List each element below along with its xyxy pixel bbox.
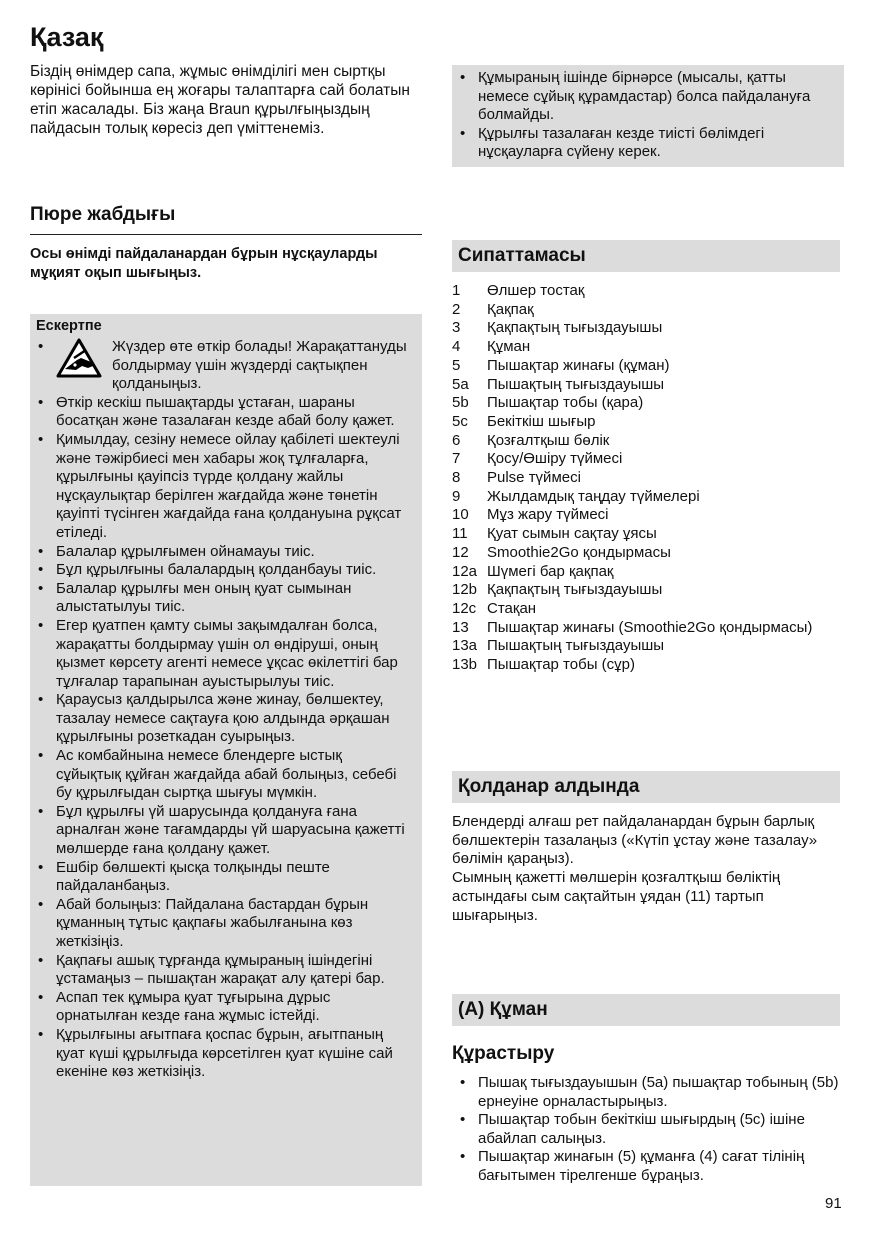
part-label: Smoothie2Go қондырмасы <box>487 543 671 561</box>
part-row <box>452 544 844 563</box>
part-number: 2 <box>452 300 461 318</box>
right-note-item: • Құмыраның ішінде бірнәрсе (мысалы, қатты немесе сұйық құрамдастар) болса пайдалануға болмайды. <box>452 69 837 125</box>
before-use-heading-bar <box>452 771 840 803</box>
part-label: Пышақтар жинағы (Smoothie2Go қондырмасы) <box>487 618 813 636</box>
part-number: 5a <box>452 375 469 393</box>
warning-item: • Ас комбайнына немесе блендерге ыстық сұйықтық құйған жағдайда абай болыңыз, себебі бу құрылғыдан сыртқа шығуы мүмкін. <box>30 747 410 803</box>
parts-list <box>452 282 844 675</box>
assembly-steps <box>452 1074 844 1186</box>
read-instructions-notice: Осы өнімді пайдаланардан бұрын нұсқауларды мұқият оқып шығыңыз. <box>30 246 378 281</box>
warning-item: • Абай болыңыз: Пайдалана бастардан бұрын құманның тұтыс қақпағы жабылғанына көз жеткізіңіз. <box>30 896 410 952</box>
intro-paragraph: Біздің өнімдер сапа, жұмыс өнімділігі мен сыртқы көрінісі бойынша ең жоғары талаптарға сай болатын етіп жасалады. Біз жаңа Braun құрылғыңыздың пайдасын толық көресіз деп үміттенеміз. <box>30 63 410 137</box>
warning-item-blades <box>30 338 410 394</box>
part-label: Pulse түймесі <box>487 469 581 487</box>
part-label: Пышақтар тобы (сұр) <box>487 656 635 674</box>
part-number: 11 <box>452 525 468 543</box>
part-number: 12c <box>452 599 477 617</box>
warning-item: • Қимылдау, сезіну немесе ойлау қабілеті шектеулі және тәжірбиесі мен хабары жоқ тұлғаларға, құрылғыны қауіпсіз түрде қолдану жайлы нұсқаулықтар берілген жағдайда және төнетін қауіпті түсінген жағдайда ғана қолдануына рұқсат етіледі. <box>30 431 410 543</box>
before-use-text <box>452 813 844 925</box>
part-label: Өлшер тостақ <box>487 282 585 299</box>
part-row <box>452 450 844 469</box>
assembly-step: • Пышақ тығыздауышын (5a) пышақтар тобының (5b) ернеуіне орналастырыңыз. <box>452 1074 844 1111</box>
note-heading: Ескертпе <box>36 318 102 334</box>
warning-item: • Балалар құрылғы мен оның қуат сымынан алыстатылуы тиіс. <box>30 580 410 617</box>
warning-item: • Аспап тек құмыра қуат тұғырына дұрыс орнатылған кезде ғана жұмыс істейді. <box>30 989 410 1026</box>
part-row <box>452 637 844 656</box>
warning-item: • Бұл құрылғыны балалардың қолданбауы тиіс. <box>30 561 410 580</box>
part-label: Қуат сымын сақтау ұясы <box>487 525 657 543</box>
product-title: Пюре жабдығы <box>30 204 422 235</box>
part-row <box>452 338 844 357</box>
part-number: 5c <box>452 412 468 430</box>
part-row <box>452 469 844 488</box>
warning-item: • Өткір кескіш пышақтарды ұстаған, шараны босатқан және тазалаған кезде абай болу қажет. <box>30 394 410 431</box>
warning-notes-box <box>30 314 422 1186</box>
part-label: Қозғалтқыш бөлік <box>487 431 610 449</box>
right-notes-list <box>452 69 837 162</box>
part-number: 3 <box>452 319 461 337</box>
warning-item: • Балалар құрылғымен ойнамауы тиіс. <box>30 543 410 562</box>
part-row <box>452 506 844 525</box>
right-notes-box <box>452 65 844 167</box>
part-number: 8 <box>452 469 461 487</box>
part-row <box>452 301 844 320</box>
part-row <box>452 357 844 376</box>
description-heading-bar <box>452 240 840 272</box>
part-row <box>452 563 844 582</box>
part-row <box>452 600 844 619</box>
part-label: Пышақтар тобы (қара) <box>487 394 644 412</box>
page-title: Қазақ <box>30 22 104 52</box>
part-number: 12b <box>452 581 478 599</box>
assembly-subheading: Құрастыру <box>452 1043 555 1064</box>
part-number: 5 <box>452 356 461 374</box>
warning-item: • Егер қуатпен қамту сымы зақымдалған болса, жарақатты болдырмау үшін ол өндіруші, оның қызмет көрсету агенті немесе ұқсас өкілеттігі бар тұлғалар тарапынан ауыстырылуы тиіс. <box>30 617 410 691</box>
warning-list <box>30 338 410 1082</box>
part-row <box>452 581 844 600</box>
part-row <box>452 376 844 395</box>
part-label: Бекіткіш шығыр <box>487 412 596 430</box>
part-row <box>452 656 844 675</box>
warning-text: • Жүздер өте өткір болады! Жарақаттануды болдырмау үшін жүздерді сақтықпен қолданыңыз. <box>112 338 407 393</box>
warning-item: • Бұл құрылғы үй шарусында қолдануға ғана арналған және тағамдарды үй шаруасына қажетті мөлшерде ғана қолдану қажет. <box>30 803 410 859</box>
part-number: 13 <box>452 618 469 636</box>
before-use-paragraph-1: Блендерді алғаш рет пайдаланардан бұрын барлық бөлшектерін тазалаңыз («Күтіп ұстау және тазалау» бөлімін қараңыз). <box>452 813 818 868</box>
part-row <box>452 432 844 451</box>
part-row <box>452 282 844 301</box>
part-label: Құман <box>487 338 531 356</box>
description-heading: Сипаттамасы <box>458 245 586 266</box>
part-number: 12a <box>452 562 478 580</box>
part-label: Қақпақ <box>487 300 534 318</box>
warning-item: • Қақпағы ашық тұрғанда құмыраның ішіндегіні ұстамаңыз – пышақтан жарақат алу қатері бар. <box>30 952 410 989</box>
part-number: 7 <box>452 450 461 468</box>
part-label: Қақпақтың тығыздауышы <box>487 581 663 599</box>
part-label: Қақпақтың тығыздауышы <box>487 319 663 337</box>
warning-item: • Қараусыз қалдырылса және жинау, бөлшектеу, тазалау немесе сақтауға қою алдында әрқашан құрылғыны розеткадан суырыңыз. <box>30 691 410 747</box>
part-label: Қосу/Өшіру түймесі <box>487 450 623 468</box>
part-number: 1 <box>452 282 461 299</box>
jug-heading: (A) Құман <box>458 999 548 1020</box>
part-row <box>452 525 844 544</box>
part-label: Пышақтың тығыздауышы <box>487 637 665 655</box>
part-row <box>452 319 844 338</box>
warning-item: • Ешбір бөлшекті қысқа толқынды пеште пайдаланбаңыз. <box>30 859 410 896</box>
before-use-paragraph-2: Сымның қажетті мөлшерін қозғалтқыш бөліктің астындағы сым сақтайтын ұядан (11) тартып шығарыңыз. <box>452 869 781 924</box>
part-row <box>452 394 844 413</box>
part-row <box>452 488 844 507</box>
right-note-item: • Құрылғы тазалаған кезде тиісті бөлімдегі нұсқауларға сүйену керек. <box>452 125 837 162</box>
warning-item: • Құрылғыны ағытпаға қоспас бұрын, ағытпаның қуат күші құрылғыда көрсетілген қуат күшіне сай екеніне көз жеткізіңіз. <box>30 1026 410 1082</box>
part-label: Мұз жару түймесі <box>487 506 609 524</box>
assembly-step: • Пышақтар жинағын (5) құманға (4) сағат тілінің бағытымен тірелгенше бұраңыз. <box>452 1148 844 1185</box>
part-number: 10 <box>452 506 469 524</box>
part-label: Стақан <box>487 599 537 617</box>
part-number: 13a <box>452 637 478 655</box>
part-number: 9 <box>452 487 461 505</box>
part-label: Жылдамдық таңдау түймелері <box>487 487 700 505</box>
page-number: 91 <box>825 1195 842 1212</box>
part-row <box>452 619 844 638</box>
cut-hazard-icon <box>56 338 102 378</box>
part-label: Шүмегі бар қақпақ <box>487 562 614 580</box>
part-label: Пышақтар жинағы (құман) <box>487 356 670 374</box>
part-label: Пышақтың тығыздауышы <box>487 375 665 393</box>
part-number: 12 <box>452 543 469 561</box>
part-row <box>452 413 844 432</box>
jug-heading-bar <box>452 994 840 1026</box>
part-number: 4 <box>452 338 461 356</box>
part-number: 13b <box>452 656 478 674</box>
assembly-step: • Пышақтар тобын бекіткіш шығырдың (5c) ішіне абайлап салыңыз. <box>452 1111 844 1148</box>
part-number: 6 <box>452 431 461 449</box>
part-number: 5b <box>452 394 469 412</box>
before-use-heading: Қолданар алдында <box>458 776 640 797</box>
